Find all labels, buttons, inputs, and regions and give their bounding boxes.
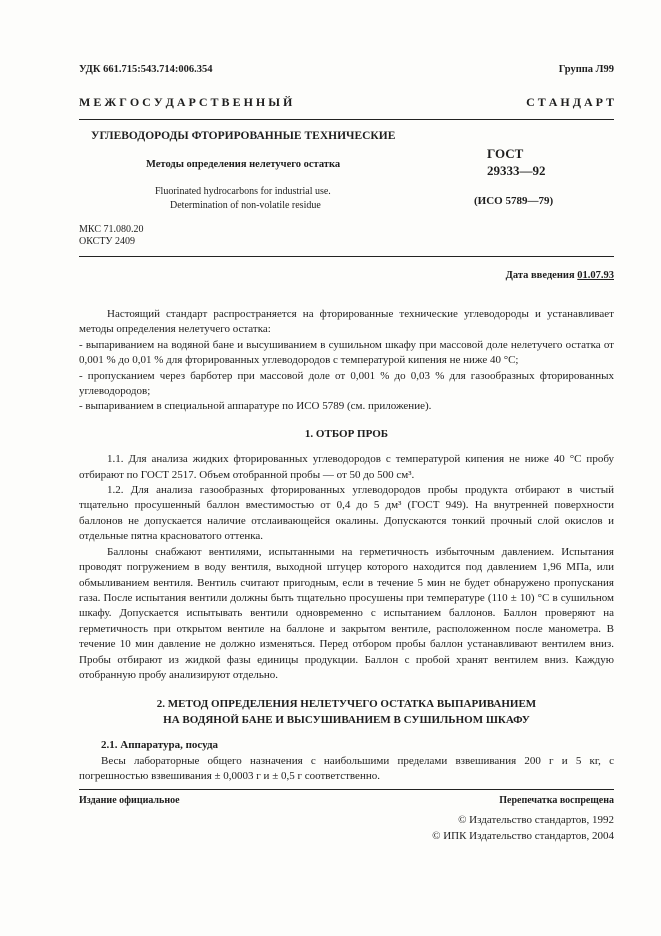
banner-word-standard: С Т А Н Д А Р Т: [526, 95, 614, 109]
intro-paragraph: Настоящий стандарт распространяется на фторированные технические углеводороды и устанавливает методы определения нелетучего остатка:: [79, 308, 614, 336]
english-title-line1: Fluorinated hydrocarbons for industrial use.: [155, 186, 331, 197]
header-rule: [79, 119, 614, 120]
effective-date-label: Дата введения: [505, 270, 575, 281]
section-2-title-line2: НА ВОДЯНОЙ БАНЕ И ВЫСУШИВАНИЕМ В СУШИЛЬНОМ ШКАФУ: [163, 713, 530, 726]
meta-rule: [79, 256, 614, 257]
iso-reference: (ИСО 5789—79): [474, 195, 554, 207]
clause-1-2: 1.2. Для анализа газообразных фторированных углеводородов пробы продукта отбирают в чистый тщательно просушенный баллон вместимостью от 0,4 до 5 дм³ (ГОСТ 949). На внутренней поверхности баллонов не допускается наличие отслаивающейся окалины. Допускаются тонкий прочный слой окислов и отдельные пятна красноватого оттенка.: [79, 484, 614, 543]
clause-1-1: 1.1. Для анализа жидких фторированных углеводородов с температурой кипения не ниже 40 °С пробу отбирают по ГОСТ 2517. Объем отобранной пробы — от 50 до 500 см³.: [79, 453, 614, 481]
okstu-code: ОКСТУ 2409: [79, 236, 136, 247]
english-title-line2: Determination of non-volatile residue: [170, 200, 321, 211]
banner-word-interstate: М Е Ж Г О С У Д А Р С Т В Е Н Н Ы Й: [79, 95, 293, 109]
effective-date: [506, 270, 614, 281]
gost-label: ГОСТ: [487, 146, 524, 161]
doc-title: УГЛЕВОДОРОДЫ ФТОРИРОВАННЫЕ ТЕХНИЧЕСКИЕ: [91, 130, 396, 142]
gost-number: 29333—92: [487, 163, 546, 178]
official-edition: Издание официальное: [79, 795, 180, 806]
mks-code: МКС 71.080.20: [79, 224, 144, 235]
clause-1-2-cont: Баллоны снабжают вентилями, испытанными на герметичность избыточным давлением. Испытания проводят погружением в воду вентиля, выходной штуцер которого находится под давлением 1,96 МПа, или обмыливанием вентиля. Вентиль считают пригодным, если в течение 5 мин не будет обнаружено пропускания газа. После испытания вентили должны быть тщательно просушены при температуре (110 ± 10) °С в сушильном шкафу. Допускается испытывать вентили одновременно с испытанием баллонов. Баллон проверяют на герметичность при открытом вентиле на баллоне и закрытом вентиле, расположенном после манометра. В течение 10 мин давление не должно изменяться. Перед отбором пробы баллон устанавливают вентилем вниз. Пробы отбирают из жидкой фазы единицы продукции. Баллон с пробой хранят вентилем вниз. Каждую отобранную пробу анализируют отдельно.: [79, 545, 614, 681]
reprint-notice: Перепечатка воспрещена: [499, 795, 614, 806]
section-1-title: 1. ОТБОР ПРОБ: [304, 427, 389, 440]
scope-item-2: - пропусканием через барботер при массовой доле от 0,001 % до 0,03 % для газообразных фторированных углеводородов;: [79, 369, 614, 398]
scope-item-3: - выпариванием в специальной аппаратуре по ИСО 5789 (см. приложение).: [79, 400, 432, 413]
copyright-1992: © Издательство стандартов, 1992: [458, 814, 614, 826]
body-text: [79, 307, 614, 784]
section-2-title-line1: 2. МЕТОД ОПРЕДЕЛЕНИЯ НЕЛЕТУЧЕГО ОСТАТКА ВЫПАРИВАНИЕМ: [156, 698, 537, 711]
clause-2-1-heading: 2.1. Аппаратура, посуда: [101, 739, 219, 752]
copyright-2004: © ИПК Издательство стандартов, 2004: [432, 830, 614, 842]
scope-item-1: - выпариванием на водяной бане и высушиванием в сушильном шкафу при массовой доле нелетучего остатка от 0,001 % до 0,01 % для фторированных углеводородов с температурой кипения не ниже 40 °С;: [79, 338, 614, 367]
group-code: Группа Л99: [558, 64, 614, 75]
udk-code: УДК 661.715:543.714:006.354: [79, 64, 213, 75]
clause-2-1-text: Весы лабораторные общего назначения с наибольшими пределами взвешивания 200 г и 5 кг, с погрешностью взвешивания ± 0,0003 г и ± 0,5 г соответственно.: [79, 754, 614, 782]
footer-rule: [79, 789, 614, 790]
effective-date-value: 01.07.93: [577, 270, 614, 281]
standard-banner: [79, 95, 614, 110]
doc-subtitle: Методы определения нелетучего остатка: [146, 159, 341, 170]
